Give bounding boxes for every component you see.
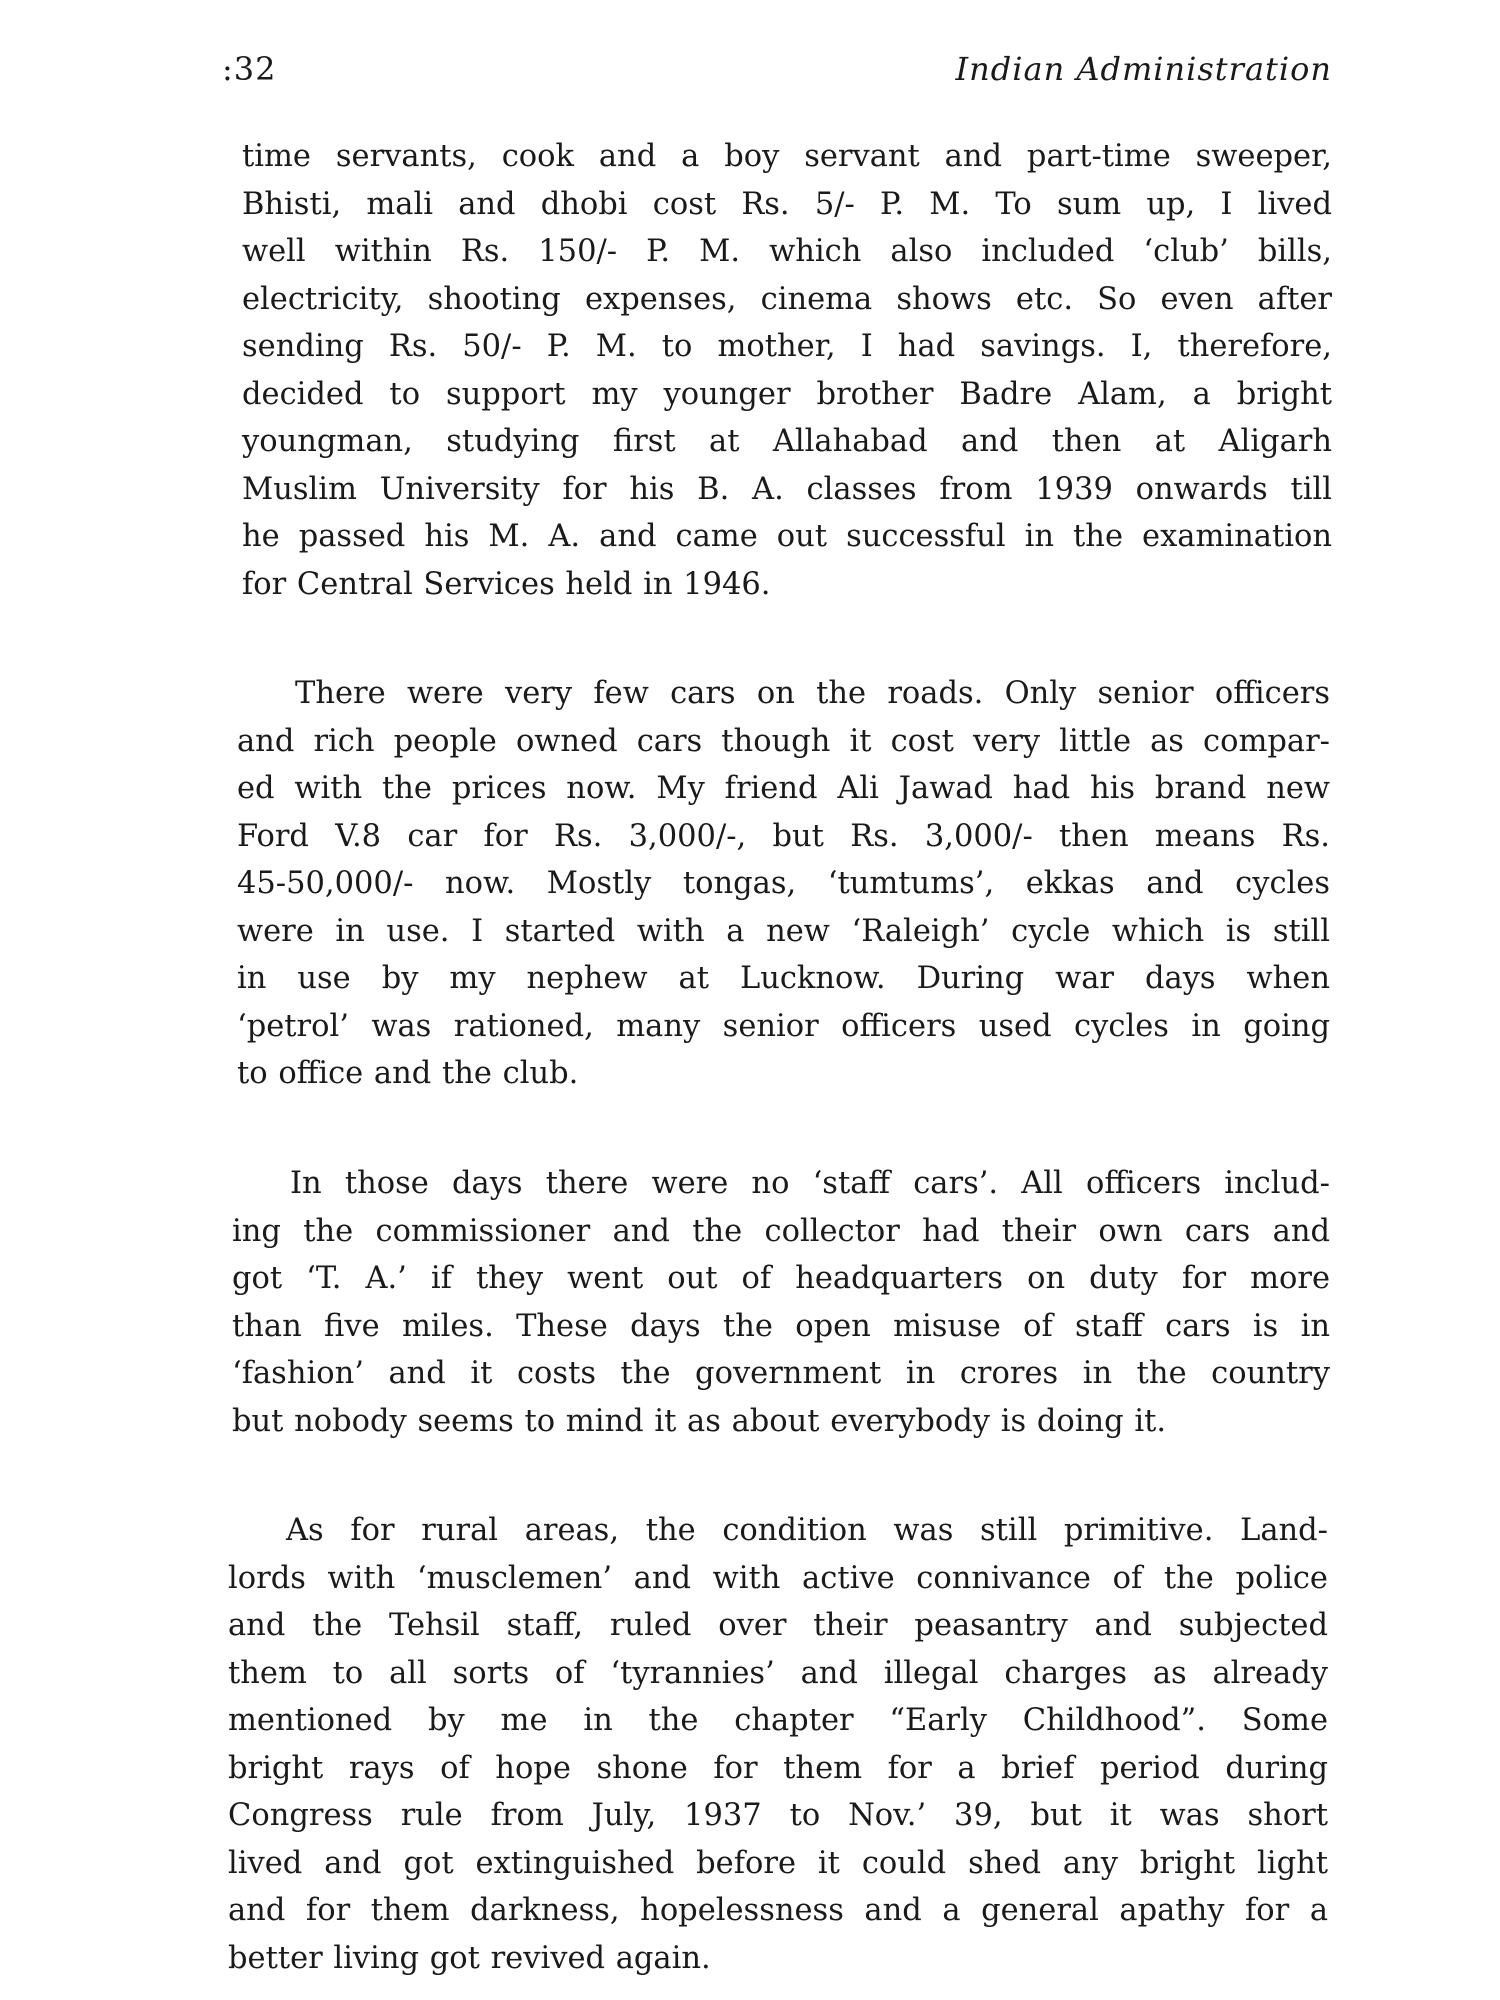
- text-line: lived and got extinguished before it could shed any bright light: [228, 1845, 1328, 1881]
- paragraph-household-expenses: [242, 133, 1332, 608]
- paragraph-staff-cars: [232, 1160, 1330, 1445]
- text-line: decided to support my younger brother Badre Alam, a bright: [242, 376, 1332, 412]
- text-line: than five miles. These days the open misuse of staff cars is in: [232, 1308, 1330, 1344]
- text-line: in use by my nephew at Lucknow. During war days when: [237, 961, 1330, 996]
- text-line: Bhisti, mali and dhobi cost Rs. 5/- P. M. To sum up, I lived: [242, 186, 1332, 222]
- text-line: 45-50,000/- now. Mostly tongas, ‘tumtums’, ekkas and cycles: [237, 866, 1330, 901]
- text-line: In those days there were no ‘staff cars’. All officers includ-: [290, 1166, 1330, 1201]
- text-line: for Central Services held in 1946.: [242, 566, 771, 602]
- text-line: ‘fashion’ and it costs the government in crores in the country: [232, 1356, 1330, 1391]
- text-line: ‘petrol’ was rationed, many senior officers used cycles in going: [237, 1008, 1330, 1044]
- text-line: ing the commissioner and the collector had their own cars and: [232, 1213, 1330, 1249]
- text-line: got ‘T. A.’ if they went out of headquarters on duty for more: [232, 1261, 1330, 1296]
- text-line: but nobody seems to mind it as about everybody is doing it.: [232, 1403, 1167, 1439]
- text-line: bright rays of hope shone for them for a brief period during: [228, 1750, 1328, 1786]
- text-line: youngman, studying first at Allahabad and then at Aligarh: [242, 424, 1332, 459]
- text-line: to office and the club.: [237, 1056, 579, 1091]
- page-number: :32: [222, 50, 277, 88]
- text-line: and for them darkness, hopelessness and a general apathy for a: [228, 1893, 1328, 1928]
- text-line: electricity, shooting expenses, cinema shows etc. So even after: [242, 281, 1332, 317]
- text-line: There were very few cars on the roads. Only senior officers: [295, 676, 1330, 711]
- text-line: better living got revived again.: [228, 1940, 711, 1976]
- text-line: well within Rs. 150/- P. M. which also included ‘club’ bills,: [242, 234, 1332, 269]
- paragraph-rural-areas: [228, 1507, 1328, 1982]
- text-line: sending Rs. 50/- P. M. to mother, I had savings. I, therefore,: [242, 329, 1332, 364]
- text-line: and the Tehsil staff, ruled over their peasantry and subjected: [228, 1608, 1328, 1643]
- text-line: lords with ‘musclemen’ and with active connivance of the police: [228, 1560, 1328, 1596]
- text-line: Ford V.8 car for Rs. 3,000/-, but Rs. 3,000/- then means Rs.: [237, 818, 1330, 854]
- text-line: were in use. I started with a new ‘Raleigh’ cycle which is still: [237, 913, 1330, 949]
- text-line: and rich people owned cars though it cost very little as compar-: [237, 723, 1330, 759]
- paragraph-cars-on-roads: [237, 670, 1330, 1098]
- text-line: time servants, cook and a boy servant and part-time sweeper,: [242, 139, 1332, 174]
- text-line: them to all sorts of ‘tyrannies’ and illegal charges as already: [228, 1655, 1328, 1691]
- text-line: mentioned by me in the chapter “Early Childhood”. Some: [228, 1703, 1328, 1738]
- text-line: Congress rule from July, 1937 to Nov.’ 39, but it was short: [228, 1798, 1328, 1833]
- text-line: Muslim University for his B. A. classes from 1939 onwards till: [242, 471, 1332, 507]
- running-title: Indian Administration: [955, 50, 1332, 88]
- text-line: he passed his M. A. and came out successful in the examination: [242, 519, 1332, 554]
- text-line: ed with the prices now. My friend Ali Jawad had his brand new: [237, 771, 1330, 806]
- text-line: As for rural areas, the condition was still primitive. Land-: [286, 1513, 1328, 1548]
